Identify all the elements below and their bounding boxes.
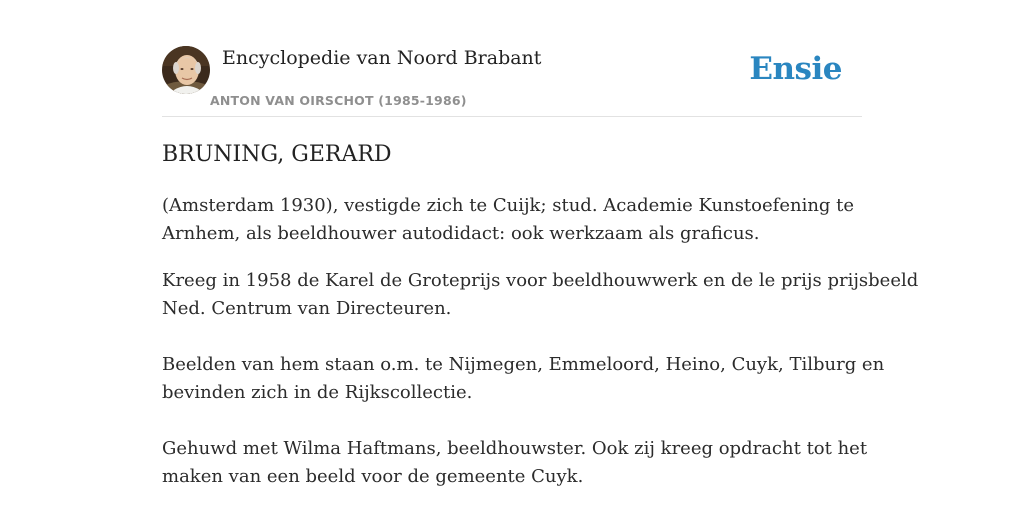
source-header bbox=[162, 46, 862, 117]
entry-body bbox=[162, 192, 919, 491]
author-avatar[interactable] bbox=[162, 46, 210, 94]
ensie-logo[interactable]: Ensie bbox=[749, 51, 842, 87]
paragraph-1 bbox=[162, 192, 882, 248]
paragraph-line: Ned. Centrum van Directeuren. bbox=[162, 298, 452, 319]
paragraph-3 bbox=[162, 351, 885, 407]
entry-title: BRUNING, GERARD bbox=[162, 142, 392, 167]
author-name[interactable]: ANTON VAN OIRSCHOT (1985-1986) bbox=[210, 93, 467, 108]
paragraph-2 bbox=[162, 267, 919, 323]
paragraph-4 bbox=[162, 435, 882, 491]
line-break bbox=[162, 323, 882, 351]
paragraph-line: bevinden zich in de Rijkscollectie. bbox=[162, 382, 473, 403]
paragraph-line: maken van een beeld voor de gemeente Cuyk. bbox=[162, 466, 584, 487]
line-break bbox=[162, 407, 882, 435]
paragraph-line: (Amsterdam 1930), vestigde zich te Cuijk; stud. Academie Kunstoefening te bbox=[162, 195, 855, 216]
paragraph-line: Gehuwd met Wilma Haftmans, beeldhouwster. Ook zij kreeg opdracht tot het bbox=[162, 438, 868, 459]
author-portrait-icon bbox=[162, 46, 210, 94]
paragraph-line: Kreeg in 1958 de Karel de Groteprijs voor beeldhouwwerk en de le prijs prijsbeeld bbox=[162, 270, 919, 291]
source-title[interactable]: Encyclopedie van Noord Brabant bbox=[222, 47, 542, 69]
paragraph-line: Arnhem, als beeldhouwer autodidact: ook werkzaam als graficus. bbox=[162, 223, 760, 244]
paragraph-line: Beelden van hem staan o.m. te Nijmegen, Emmeloord, Heino, Cuyk, Tilburg en bbox=[162, 354, 885, 375]
